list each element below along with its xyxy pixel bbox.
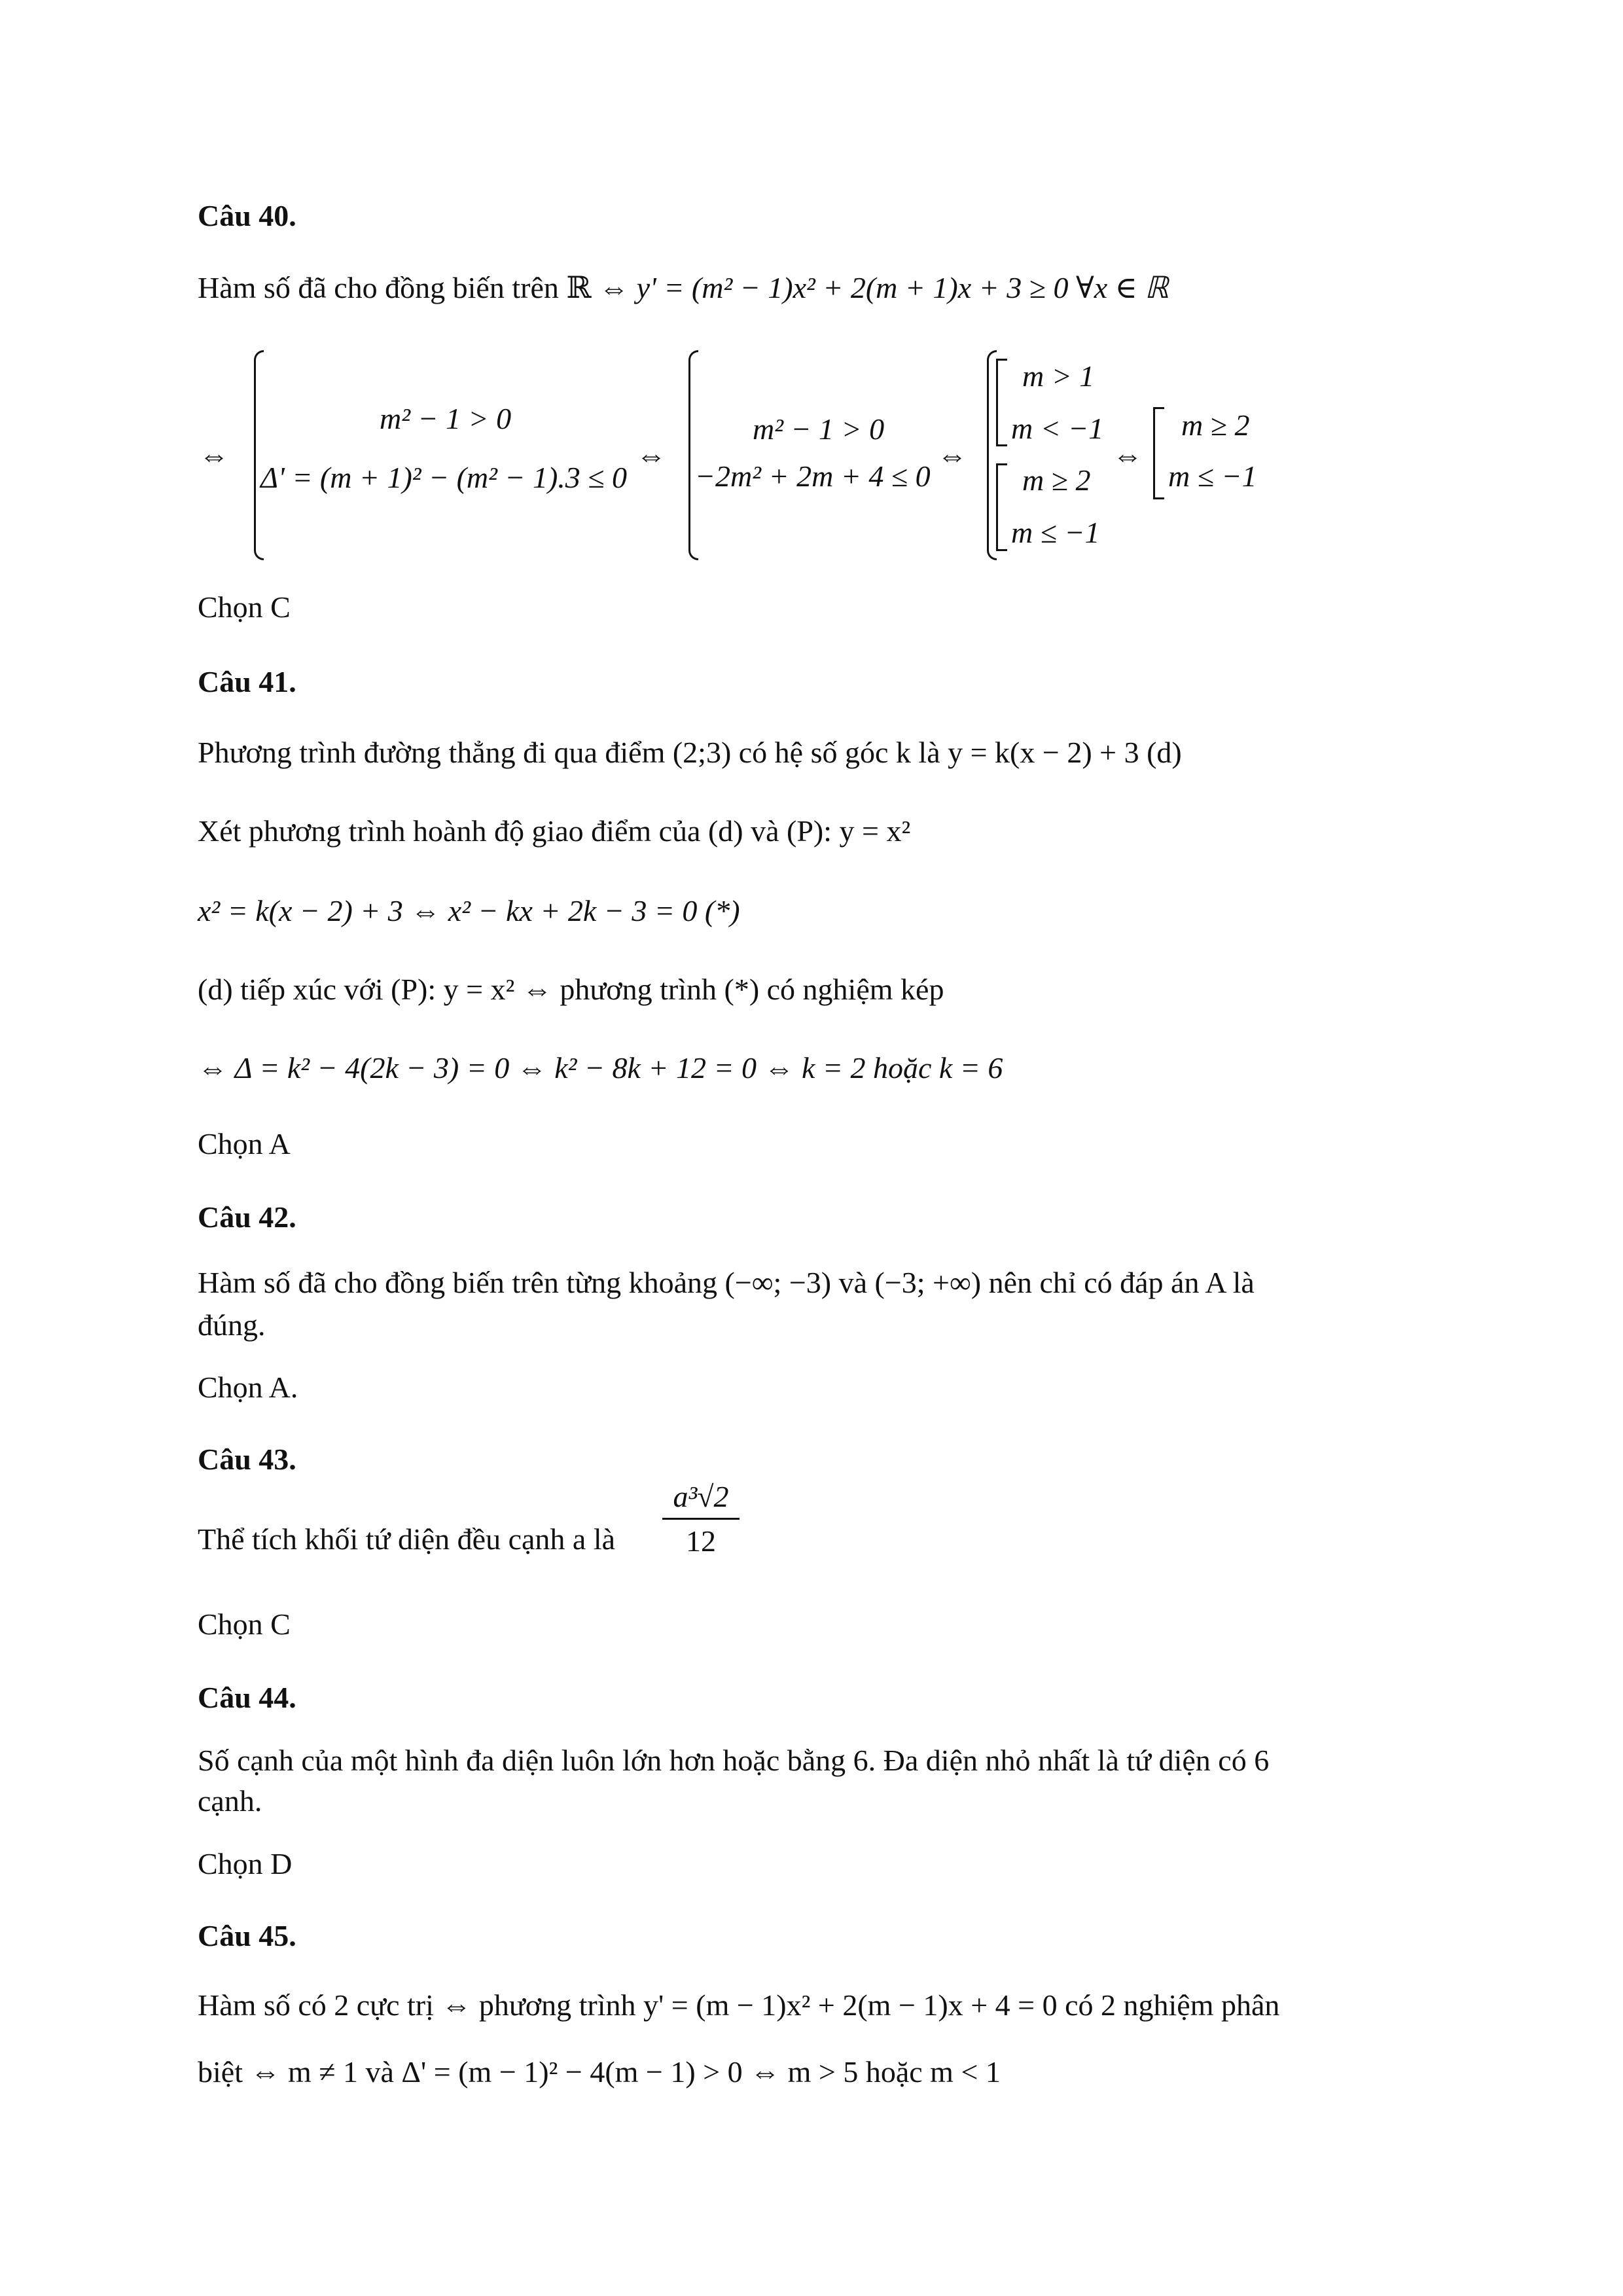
q41-line5: ⇔ Δ = k² − 4(2k − 3) = 0 ⇔ k² − 8k + 12 = 0 ⇔ k = 2 hoặc k = 6: [198, 1051, 1003, 1085]
q40-sys4-a: m ≥ 2: [1181, 408, 1250, 442]
q44-title: Câu 44.: [198, 1681, 296, 1714]
q41-line3: x² = k(x − 2) + 3 ⇔ x² − kx + 2k − 3 = 0 (*): [198, 894, 740, 927]
q40-brace-3: [987, 350, 997, 560]
q40-line1: [198, 268, 1169, 308]
q40-sys1-a: m² − 1 > 0: [380, 402, 512, 435]
q43-frac-num: a³√2: [673, 1480, 729, 1513]
q45-title: Câu 45.: [198, 1919, 296, 1952]
q40-eq1: ⇔ y' = (m² − 1)x² + 2(m + 1)x + 3 ≥ 0 ∀x ∈ ℝ: [599, 271, 1169, 304]
q40-sys2-b: −2m² + 2m + 4 ≤ 0: [695, 459, 931, 493]
q42-title: Câu 42.: [198, 1200, 296, 1234]
q44-answer: Chọn D: [198, 1847, 293, 1880]
q42-answer: Chọn A.: [198, 1371, 298, 1404]
q41-line1: Phương trình đường thẳng đi qua điểm (2;3) có hệ số góc k là y = k(x − 2) + 3 (d): [198, 736, 1182, 769]
q40-sys4-b: m ≤ −1: [1168, 459, 1257, 493]
q43-answer: Chọn C: [198, 1607, 291, 1641]
q40-realset: ℝ: [566, 271, 592, 304]
q40-bracket-4: [1153, 407, 1164, 499]
q40-sys3-b: m < −1: [1011, 412, 1104, 445]
q40-title: Câu 40.: [198, 199, 296, 232]
q40-sys3-a: m > 1: [1022, 359, 1095, 393]
q40-iff-4: ⇔: [1113, 439, 1143, 472]
q43-frac-bar: [662, 1518, 740, 1520]
q41-title: Câu 41.: [198, 665, 296, 698]
q43-line1: Thể tích khối tứ diện đều cạnh a là: [198, 1522, 616, 1556]
q43-title: Câu 43.: [198, 1443, 296, 1476]
q45-line1: Hàm số có 2 cực trị ⇔ phương trình y' = (m − 1)x² + 2(m − 1)x + 4 = 0 có 2 nghiệm phân: [198, 1988, 1280, 2022]
q42-line2: đúng.: [198, 1308, 266, 1342]
q40-text1: Hàm số đã cho đồng biến trên: [198, 271, 567, 304]
q40-sys2-a: m² − 1 > 0: [753, 412, 885, 446]
q45-line2: biệt ⇔ m ≠ 1 và Δ' = (m − 1)² − 4(m − 1) > 0 ⇔ m > 5 hoặc m < 1: [198, 2055, 1001, 2089]
q40-answer: Chọn C: [198, 590, 291, 624]
q40-brace-1: [254, 350, 264, 560]
q41-answer: Chọn A: [198, 1127, 291, 1160]
q42-line1: Hàm số đã cho đồng biến trên từng khoảng (−∞; −3) và (−3; +∞) nên chỉ có đáp án A là: [198, 1266, 1255, 1299]
q40-iff-2: ⇔: [636, 439, 666, 472]
q40-sys3-d: m ≤ −1: [1011, 516, 1100, 549]
q41-line4: (d) tiếp xúc với (P): y = x² ⇔ phương trình (*) có nghiệm kép: [198, 973, 944, 1006]
q40-bracket-3a: [996, 359, 1007, 446]
q43-frac-den: 12: [686, 1524, 716, 1558]
q44-line2: cạnh.: [198, 1784, 262, 1818]
q44-line1: Số cạnh của một hình đa diện luôn lớn hơn hoặc bằng 6. Đa diện nhỏ nhất là tứ diện có 6: [198, 1744, 1270, 1777]
q40-bracket-3b: [996, 463, 1007, 551]
q43-fraction: [662, 1479, 740, 1558]
q40-sys3-c: m ≥ 2: [1022, 463, 1091, 497]
q41-line2: Xét phương trình hoành độ giao điểm của (d) và (P): y = x²: [198, 814, 911, 848]
q40-iff-3: ⇔: [937, 439, 967, 472]
q40-iff-1: ⇔: [199, 439, 229, 472]
q40-sys1-b: Δ' = (m + 1)² − (m² − 1).3 ≤ 0: [260, 461, 628, 494]
q40-brace-2: [688, 350, 698, 560]
